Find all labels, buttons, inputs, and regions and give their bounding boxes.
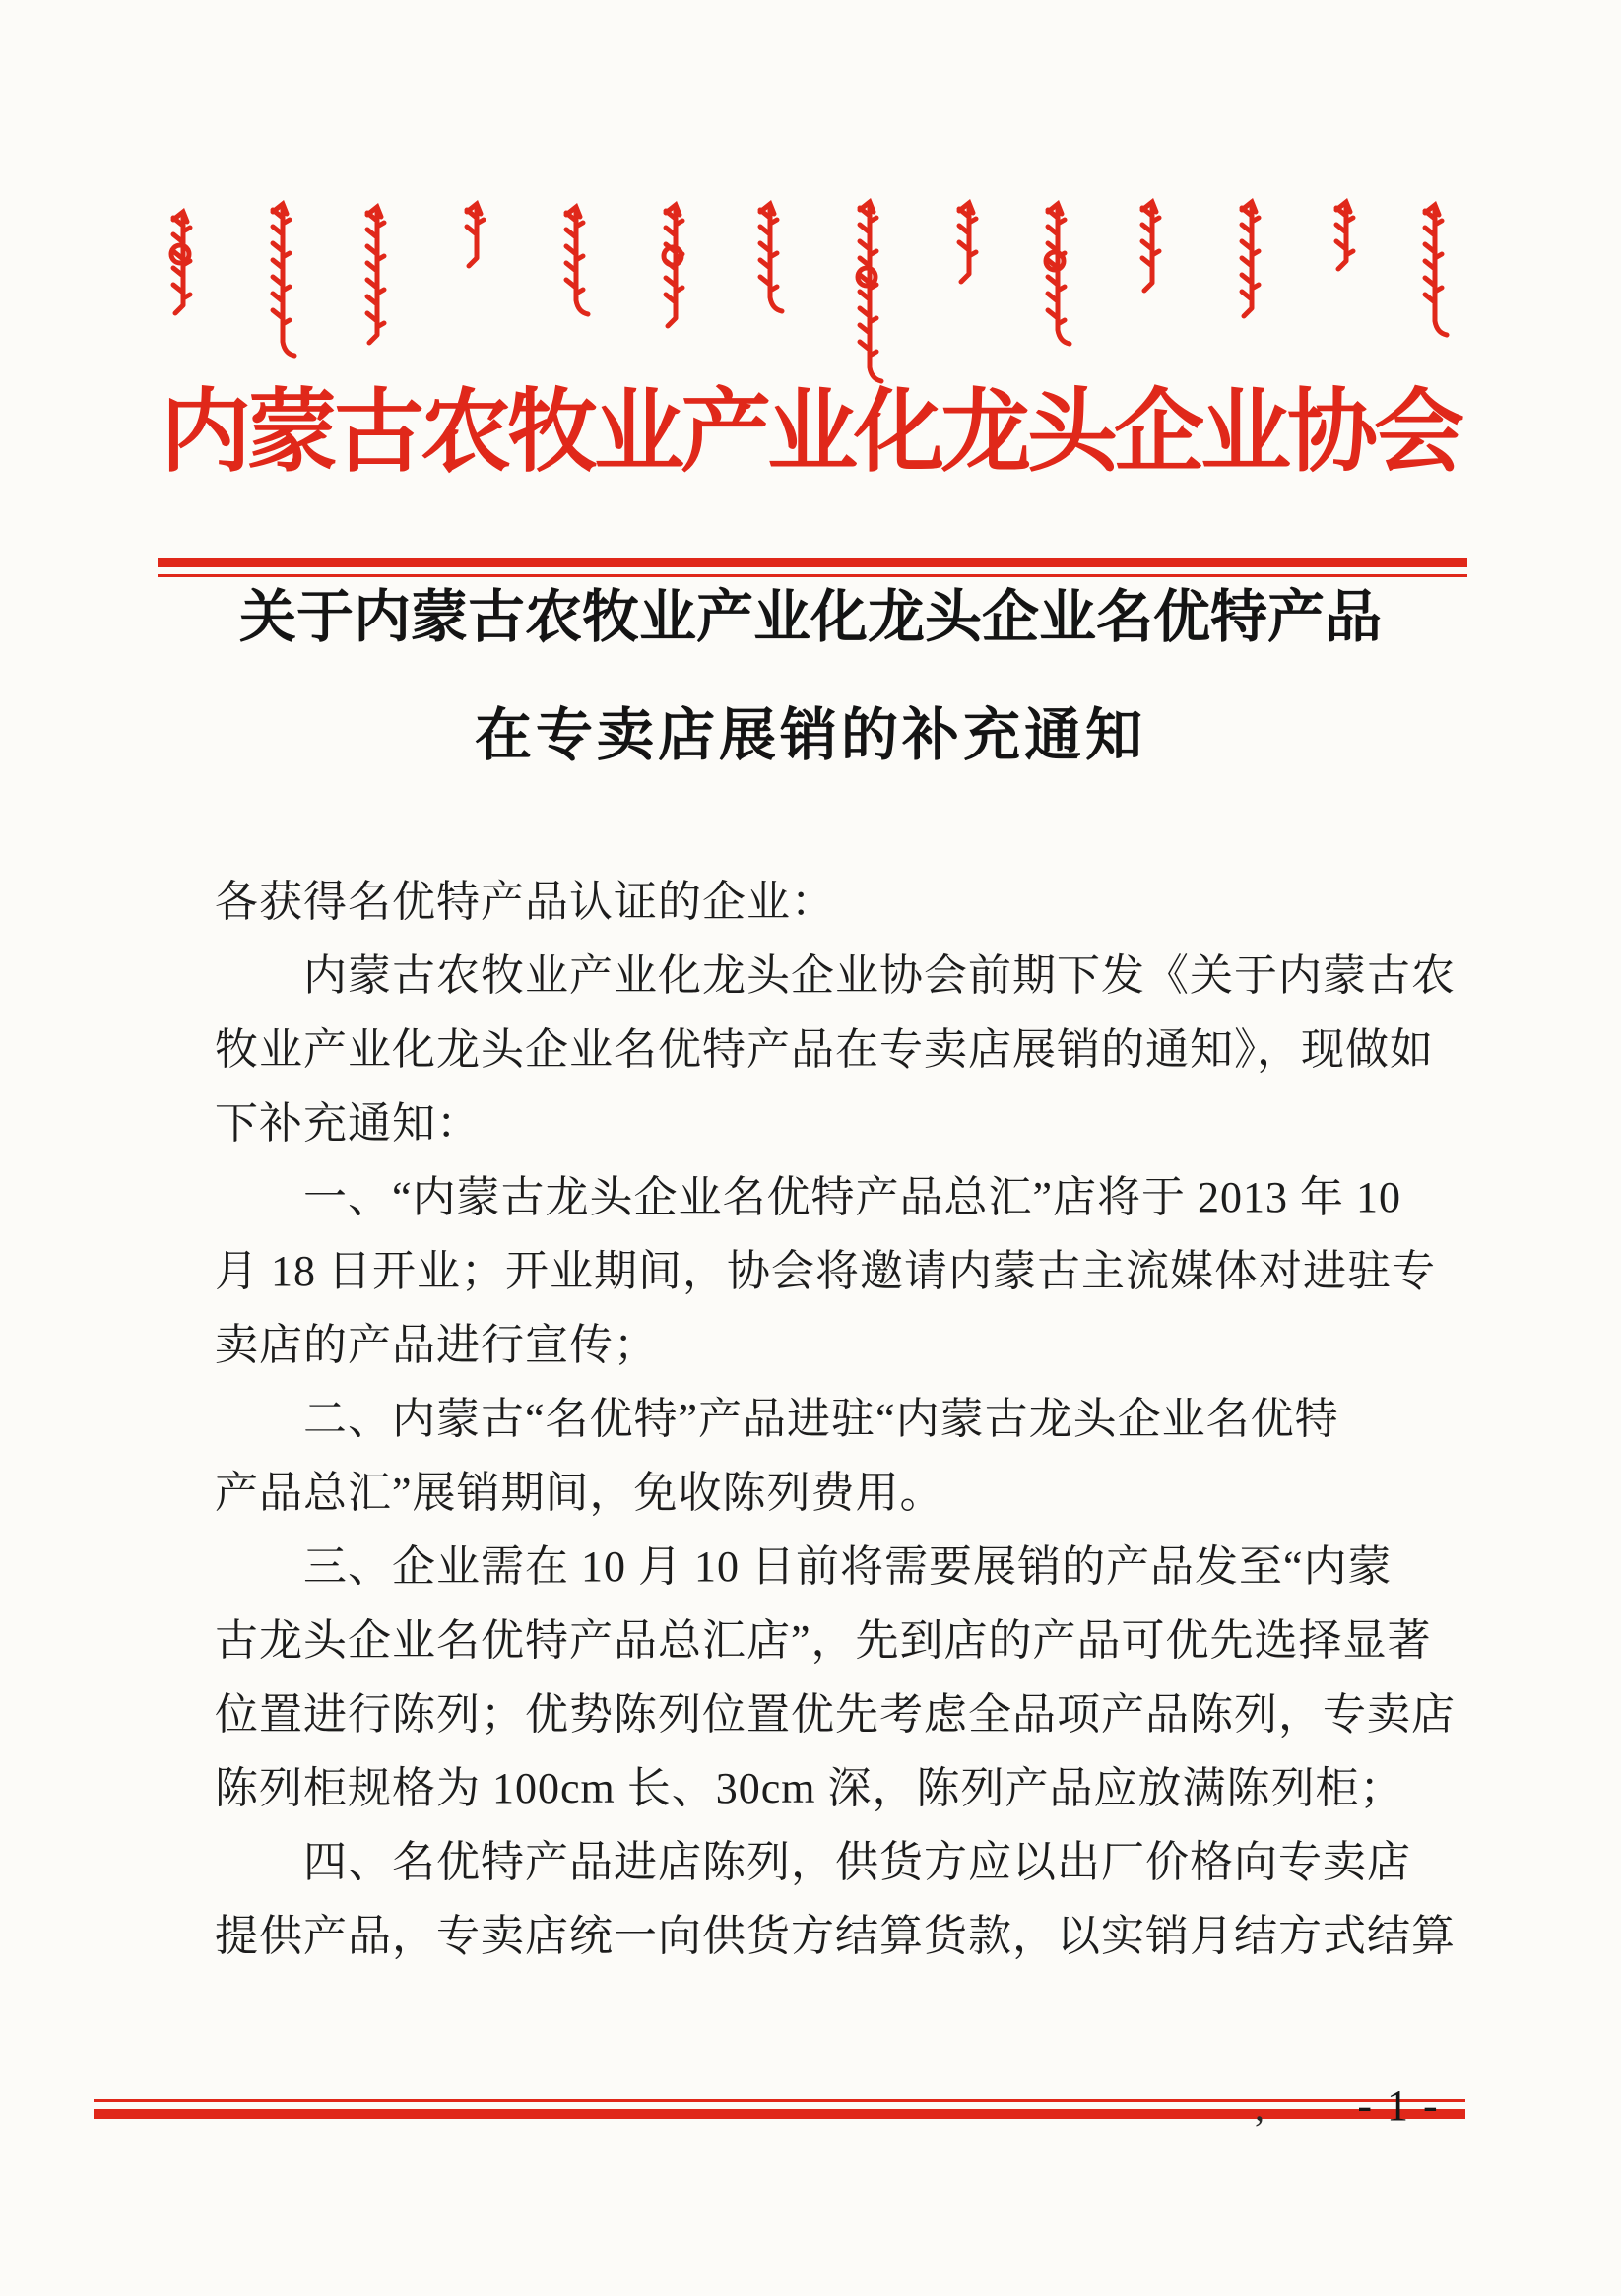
body-line: 各获得名优特产品认证的企业： [215, 878, 835, 926]
header-divider-thin [158, 574, 1467, 577]
body-line: 牧业产业化龙头企业名优特产品在专卖店展销的通知》，现做如 [215, 1025, 1434, 1074]
scan-speckle: ’ [1253, 2107, 1266, 2151]
mongolian-script-icon [0, 0, 1621, 394]
body-line: 一、“内蒙古龙头企业名优特产品总汇”店将于 2013 年 10 [303, 1173, 1402, 1221]
organization-title: 内蒙古农牧业产业化龙头企业协会 [160, 382, 1460, 483]
footer-divider-thin [94, 2099, 1465, 2102]
body-line: 三、企业需在 10 月 10 日前将需要展销的产品发至“内蒙 [303, 1542, 1393, 1591]
body-line: 提供产品，专卖店统一向供货方结算货款，以实销月结方式结算 [215, 1912, 1456, 1960]
header-divider-thick [158, 558, 1467, 567]
body-line: 月 18 日开业；开业期间，协会将邀请内蒙古主流媒体对进驻专 [215, 1247, 1436, 1295]
body-line: 内蒙古农牧业产业化龙头企业协会前期下发《关于内蒙古农 [303, 951, 1456, 1000]
body-line: 古龙头企业名优特产品总汇店”，先到店的产品可优先选择显著 [215, 1616, 1432, 1665]
document-title-line2: 在专卖店展销的补充通知 [474, 703, 1146, 767]
document-title-line1: 关于内蒙古农牧业产业化龙头企业名优特产品 [238, 585, 1382, 649]
body-line: 产品总汇”展销期间，免收陈列费用。 [215, 1469, 944, 1517]
document-body [215, 865, 1456, 1973]
body-line: 卖店的产品进行宣传； [215, 1321, 658, 1369]
body-line: 下补充通知： [215, 1099, 481, 1148]
body-line: 陈列柜规格为 100cm 长、30cm 深，陈列产品应放满陈列柜； [215, 1764, 1404, 1812]
body-line: 四、名优特产品进店陈列，供货方应以出厂价格向专卖店 [303, 1838, 1411, 1886]
page-number: - 1 - [1357, 2081, 1440, 2130]
body-line: 二、内蒙古“名优特”产品进驻“内蒙古龙头企业名优特 [303, 1395, 1339, 1443]
body-line: 位置进行陈列；优势陈列位置优先考虑全品项产品陈列，专卖店 [215, 1690, 1456, 1738]
mongolian-script-header [0, 0, 1621, 394]
